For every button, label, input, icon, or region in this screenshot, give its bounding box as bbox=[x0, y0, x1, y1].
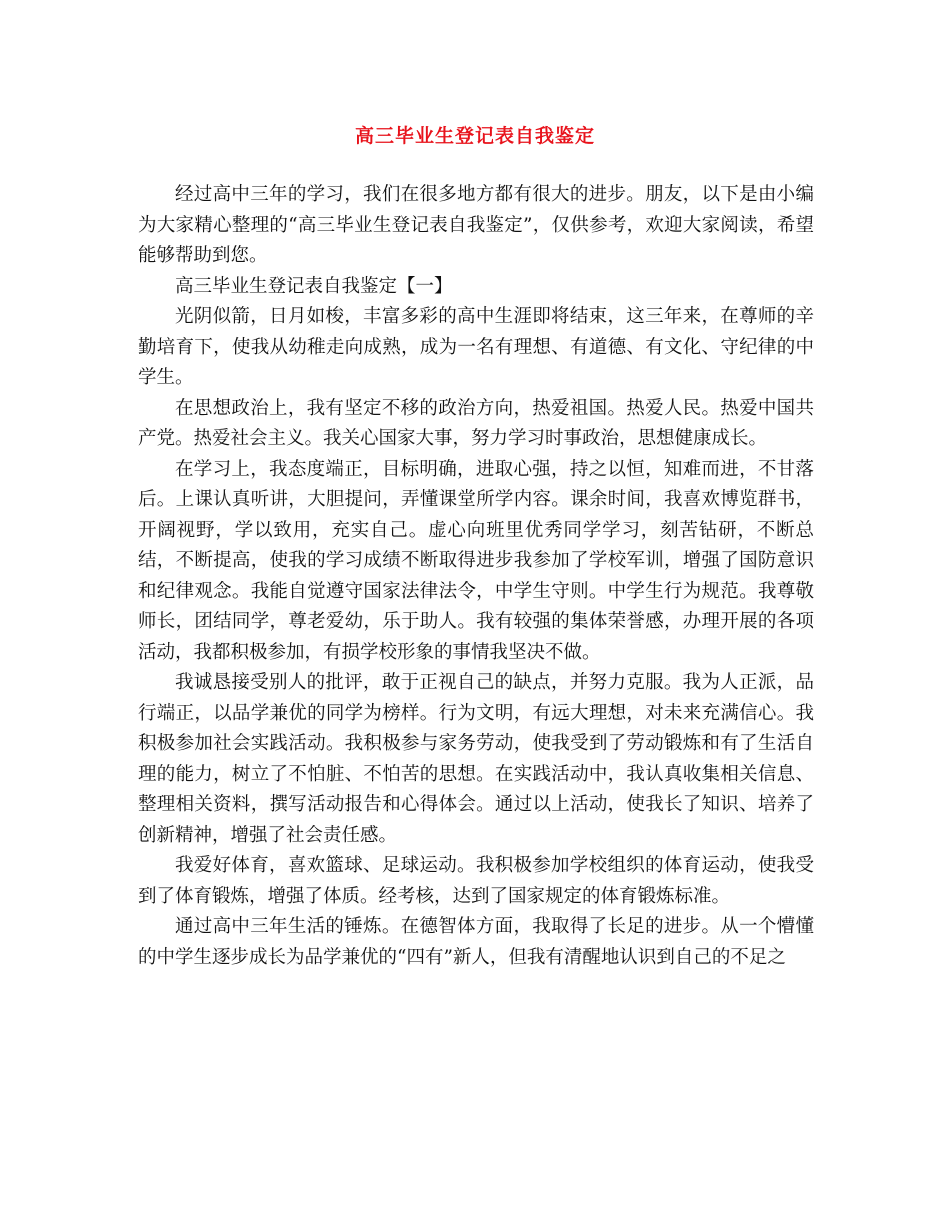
body-paragraph: 通过高中三年生活的锤炼。在德智体方面，我取得了长足的进步。从一个懵懂的中学生逐步成长为品学兼优的“四有”新人，但我有清醒地认识到自己的不足之 bbox=[138, 916, 814, 968]
section-heading: 高三毕业生登记表自我鉴定【一】 bbox=[175, 275, 453, 297]
document-title: 高三毕业生登记表自我鉴定 bbox=[354, 125, 595, 147]
body-paragraph: 我诚恳接受别人的批评，敢于正视自己的缺点，并努力克服。我为人正派，品行端正，以品学兼优的同学为榜样。行为文明，有远大理想，对未来充满信心。我积极参加社会实践活动。我积极参与家务劳动，使我受到了劳动锻炼和有了生活自理的能力，树立了不怕脏、不怕苦的思想。在实践活动中，我认真收集相关信息、整理相关资料，撰写活动报告和心得体会。通过以上活动，使我长了知识、培养了创新精神，增强了社会责任感。 bbox=[138, 672, 814, 846]
document-body bbox=[138, 180, 814, 973]
intro-paragraph: 经过高中三年的学习，我们在很多地方都有很大的进步。朋友，以下是由小编为大家精心整理的“高三毕业生登记表自我鉴定”，仅供参考，欢迎大家阅读，希望能够帮助到您。 bbox=[138, 184, 814, 266]
body-paragraph: 在学习上，我态度端正，目标明确，进取心强，持之以恒，知难而进，不甘落后。上课认真听讲，大胆提问，弄懂课堂所学内容。课余时间，我喜欢博览群书，开阔视野，学以致用，充实自己。虚心向班里优秀同学学习，刻苦钻研，不断总结，不断提高，使我的学习成绩不断取得进步我参加了学校军训，增强了国防意识和纪律观念。我能自觉遵守国家法律法令，中学生守则。中学生行为规范。我尊敬师长，团结同学，尊老爱幼，乐于助人。我有较强的集体荣誉感，办理开展的各项活动，我都积极参加，有损学校形象的事情我坚决不做。 bbox=[138, 458, 814, 663]
body-paragraph: 光阴似箭，日月如梭，丰富多彩的高中生涯即将结束，这三年来，在尊师的辛勤培育下，使我从幼稚走向成熟，成为一名有理想、有道德、有文化、守纪律的中学生。 bbox=[138, 306, 814, 388]
body-paragraph: 我爱好体育，喜欢篮球、足球运动。我积极参加学校组织的体育运动，使我受到了体育锻炼，增强了体质。经考核，达到了国家规定的体育锻炼标准。 bbox=[138, 855, 814, 907]
body-paragraph: 在思想政治上，我有坚定不移的政治方向，热爱祖国。热爱人民。热爱中国共产党。热爱社会主义。我关心国家大事，努力学习时事政治，思想健康成长。 bbox=[138, 397, 814, 449]
